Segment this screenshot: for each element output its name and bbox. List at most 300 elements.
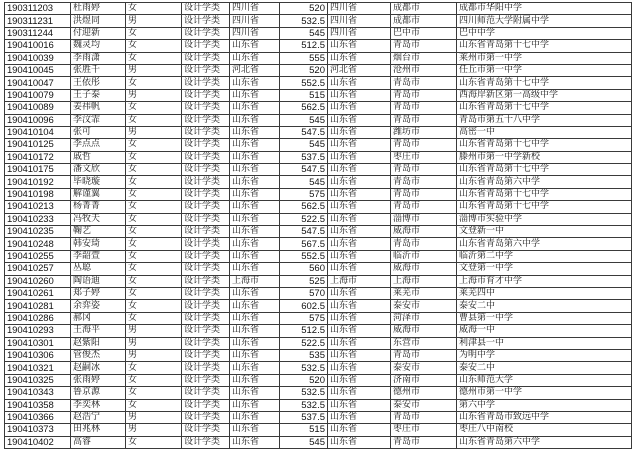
cell-high-school: 第六中学	[457, 399, 632, 411]
table-row	[5, 188, 632, 200]
cell-score: 575	[280, 312, 328, 324]
cell-student-id: 190410402	[5, 436, 71, 448]
cell-major-category: 设计学类	[182, 399, 230, 411]
cell-gender: 男	[126, 325, 182, 337]
cell-student-name: 潘文欣	[71, 164, 126, 176]
cell-exam-province: 山东省	[230, 188, 280, 200]
cell-student-id: 190410248	[5, 238, 71, 250]
cell-province: 四川省	[328, 15, 391, 27]
cell-gender: 女	[126, 300, 182, 312]
cell-exam-province: 山东省	[230, 387, 280, 399]
cell-student-name: 王子泰	[71, 89, 126, 101]
cell-high-school: 山东省青岛第十七中学	[457, 201, 632, 213]
cell-major-category: 设计学类	[182, 164, 230, 176]
cell-high-school: 巴中中学	[457, 27, 632, 39]
cell-student-id: 190410301	[5, 337, 71, 349]
cell-student-id: 190410192	[5, 176, 71, 188]
cell-exam-province: 四川省	[230, 15, 280, 27]
cell-high-school: 成都市华阳中学	[457, 3, 632, 15]
cell-student-id: 190410233	[5, 213, 71, 225]
cell-student-name: 李汶霏	[71, 114, 126, 126]
table-row	[5, 325, 632, 337]
cell-student-id: 190410089	[5, 102, 71, 114]
cell-city: 菏泽市	[391, 312, 457, 324]
cell-student-name: 鲁京源	[71, 387, 126, 399]
cell-major-category: 设计学类	[182, 312, 230, 324]
table-row	[5, 114, 632, 126]
cell-province: 山东省	[328, 374, 391, 386]
cell-gender: 女	[126, 374, 182, 386]
table-row	[5, 424, 632, 436]
cell-gender: 女	[126, 164, 182, 176]
cell-student-name: 杨菁菁	[71, 201, 126, 213]
cell-province: 山东省	[328, 300, 391, 312]
cell-student-name: 李韶萱	[71, 250, 126, 262]
cell-major-category: 设计学类	[182, 151, 230, 163]
cell-score: 547.5	[280, 226, 328, 238]
cell-exam-province: 山东省	[230, 77, 280, 89]
cell-student-id: 190410096	[5, 114, 71, 126]
cell-student-name: 余弈姿	[71, 300, 126, 312]
cell-student-id: 190410172	[5, 151, 71, 163]
cell-major-category: 设计学类	[182, 89, 230, 101]
cell-province: 四川省	[328, 27, 391, 39]
cell-province: 山东省	[328, 201, 391, 213]
cell-gender: 男	[126, 64, 182, 76]
cell-exam-province: 山东省	[230, 114, 280, 126]
cell-city: 青岛市	[391, 436, 457, 448]
cell-student-id: 190410198	[5, 188, 71, 200]
cell-score: 545	[280, 176, 328, 188]
cell-high-school: 上海市育才中学	[457, 275, 632, 287]
cell-city: 青岛市	[391, 89, 457, 101]
cell-student-id: 190410261	[5, 287, 71, 299]
cell-city: 德州市	[391, 387, 457, 399]
cell-exam-province: 山东省	[230, 213, 280, 225]
cell-gender: 女	[126, 151, 182, 163]
table-row	[5, 151, 632, 163]
cell-major-category: 设计学类	[182, 52, 230, 64]
cell-major-category: 设计学类	[182, 362, 230, 374]
table-row	[5, 40, 632, 52]
cell-student-name: 王依彤	[71, 77, 126, 89]
table-row	[5, 399, 632, 411]
cell-gender: 男	[126, 15, 182, 27]
cell-major-category: 设计学类	[182, 64, 230, 76]
cell-major-category: 设计学类	[182, 77, 230, 89]
cell-major-category: 设计学类	[182, 287, 230, 299]
cell-province: 四川省	[328, 3, 391, 15]
cell-student-name: 洪煜同	[71, 15, 126, 27]
cell-student-id: 190410325	[5, 374, 71, 386]
cell-province: 山东省	[328, 213, 391, 225]
cell-exam-province: 山东省	[230, 226, 280, 238]
cell-gender: 女	[126, 238, 182, 250]
cell-province: 山东省	[328, 349, 391, 361]
cell-exam-province: 山东省	[230, 300, 280, 312]
cell-student-name: 赵浩宁	[71, 411, 126, 423]
cell-gender: 男	[126, 424, 182, 436]
cell-score: 560	[280, 263, 328, 275]
cell-exam-province: 山东省	[230, 263, 280, 275]
cell-score: 512.5	[280, 325, 328, 337]
cell-exam-province: 山东省	[230, 40, 280, 52]
cell-student-id: 190410079	[5, 89, 71, 101]
cell-score: 522.5	[280, 213, 328, 225]
cell-high-school: 泰安二中	[457, 300, 632, 312]
cell-major-category: 设计学类	[182, 114, 230, 126]
table-body	[5, 3, 632, 449]
cell-city: 青岛市	[391, 114, 457, 126]
cell-city: 沧州市	[391, 64, 457, 76]
table-row	[5, 250, 632, 262]
cell-exam-province: 山东省	[230, 238, 280, 250]
cell-student-id: 190410358	[5, 399, 71, 411]
cell-student-name: 李雨潇	[71, 52, 126, 64]
cell-exam-province: 山东省	[230, 176, 280, 188]
cell-score: 552.5	[280, 250, 328, 262]
cell-province: 山东省	[328, 226, 391, 238]
cell-high-school: 曹县第一中学	[457, 312, 632, 324]
cell-high-school: 山东省青岛第六中学	[457, 436, 632, 448]
cell-province: 山东省	[328, 436, 391, 448]
cell-exam-province: 山东省	[230, 411, 280, 423]
cell-high-school: 莱州市第一中学	[457, 52, 632, 64]
table-row	[5, 337, 632, 349]
table-row	[5, 349, 632, 361]
cell-gender: 女	[126, 250, 182, 262]
table-row	[5, 3, 632, 15]
cell-major-category: 设计学类	[182, 176, 230, 188]
cell-high-school: 山东省青岛市致远中学	[457, 411, 632, 423]
cell-exam-province: 山东省	[230, 126, 280, 138]
cell-city: 青岛市	[391, 164, 457, 176]
cell-gender: 女	[126, 287, 182, 299]
cell-high-school: 山东省青岛第十七中学	[457, 164, 632, 176]
cell-major-category: 设计学类	[182, 188, 230, 200]
cell-exam-province: 上海市	[230, 275, 280, 287]
cell-score: 532.5	[280, 15, 328, 27]
cell-student-id: 190410047	[5, 77, 71, 89]
cell-major-category: 设计学类	[182, 424, 230, 436]
cell-gender: 女	[126, 399, 182, 411]
cell-exam-province: 山东省	[230, 436, 280, 448]
cell-major-category: 设计学类	[182, 139, 230, 151]
cell-major-category: 设计学类	[182, 201, 230, 213]
cell-student-name: 张雨婷	[71, 374, 126, 386]
cell-city: 莱芜市	[391, 287, 457, 299]
cell-city: 泰安市	[391, 399, 457, 411]
cell-gender: 男	[126, 126, 182, 138]
cell-province: 山东省	[328, 139, 391, 151]
cell-score: 575	[280, 188, 328, 200]
cell-exam-province: 山东省	[230, 287, 280, 299]
cell-major-category: 设计学类	[182, 40, 230, 52]
cell-city: 上海市	[391, 275, 457, 287]
cell-city: 青岛市	[391, 411, 457, 423]
cell-gender: 男	[126, 411, 182, 423]
table-row	[5, 176, 632, 188]
cell-province: 山东省	[328, 362, 391, 374]
cell-high-school: 山东省青岛第十七中学	[457, 188, 632, 200]
cell-student-name: 冯牧天	[71, 213, 126, 225]
cell-gender: 女	[126, 213, 182, 225]
cell-student-name: 戚哲	[71, 151, 126, 163]
table-row	[5, 387, 632, 399]
cell-gender: 女	[126, 362, 182, 374]
cell-score: 547.5	[280, 126, 328, 138]
cell-student-id: 190410260	[5, 275, 71, 287]
table-row	[5, 275, 632, 287]
cell-city: 青岛市	[391, 349, 457, 361]
cell-city: 成都市	[391, 3, 457, 15]
cell-gender: 男	[126, 349, 182, 361]
cell-student-id: 190410104	[5, 126, 71, 138]
cell-city: 青岛市	[391, 102, 457, 114]
cell-score: 555	[280, 52, 328, 64]
cell-city: 青岛市	[391, 77, 457, 89]
cell-score: 535	[280, 349, 328, 361]
cell-city: 济南市	[391, 374, 457, 386]
cell-exam-province: 山东省	[230, 424, 280, 436]
cell-major-category: 设计学类	[182, 3, 230, 15]
cell-province: 山东省	[328, 52, 391, 64]
cell-exam-province: 山东省	[230, 399, 280, 411]
cell-high-school: 文登第一中学	[457, 263, 632, 275]
cell-high-school: 滕州市第一中学新校	[457, 151, 632, 163]
cell-score: 562.5	[280, 201, 328, 213]
cell-gender: 女	[126, 275, 182, 287]
cell-gender: 女	[126, 436, 182, 448]
cell-province: 山东省	[328, 151, 391, 163]
cell-score: 567.5	[280, 238, 328, 250]
cell-student-name: 郑子婷	[71, 287, 126, 299]
cell-city: 临沂市	[391, 250, 457, 262]
cell-student-name: 管俊杰	[71, 349, 126, 361]
cell-student-name: 陶语迪	[71, 275, 126, 287]
cell-gender: 女	[126, 52, 182, 64]
cell-student-id: 190410039	[5, 52, 71, 64]
cell-exam-province: 山东省	[230, 89, 280, 101]
cell-student-id: 190410366	[5, 411, 71, 423]
cell-student-name: 姜祎帆	[71, 102, 126, 114]
cell-student-id: 190410293	[5, 325, 71, 337]
cell-exam-province: 山东省	[230, 151, 280, 163]
cell-student-name: 高睿	[71, 436, 126, 448]
cell-high-school: 利津县一中	[457, 337, 632, 349]
cell-major-category: 设计学类	[182, 263, 230, 275]
cell-high-school: 青岛市第五十八中学	[457, 114, 632, 126]
cell-high-school: 山东省青岛第十七中学	[457, 77, 632, 89]
table-row	[5, 300, 632, 312]
cell-gender: 女	[126, 176, 182, 188]
cell-gender: 女	[126, 27, 182, 39]
cell-student-id: 190311203	[5, 3, 71, 15]
cell-province: 山东省	[328, 424, 391, 436]
cell-gender: 女	[126, 387, 182, 399]
cell-high-school: 高密一中	[457, 126, 632, 138]
cell-score: 537.5	[280, 151, 328, 163]
cell-province: 山东省	[328, 176, 391, 188]
cell-province: 山东省	[328, 164, 391, 176]
cell-student-name: 田兆林	[71, 424, 126, 436]
cell-high-school: 山东省青岛第六中学	[457, 238, 632, 250]
cell-high-school: 文登新一中	[457, 226, 632, 238]
cell-high-school: 枣庄八中南校	[457, 424, 632, 436]
cell-high-school: 山东省青岛第六中学	[457, 176, 632, 188]
cell-student-id: 190410045	[5, 64, 71, 76]
cell-major-category: 设计学类	[182, 213, 230, 225]
cell-city: 青岛市	[391, 201, 457, 213]
cell-city: 东营市	[391, 337, 457, 349]
cell-province: 山东省	[328, 287, 391, 299]
cell-student-name: 魏灵均	[71, 40, 126, 52]
cell-city: 青岛市	[391, 238, 457, 250]
cell-score: 602.5	[280, 300, 328, 312]
cell-gender: 女	[126, 77, 182, 89]
cell-city: 泰安市	[391, 300, 457, 312]
cell-province: 山东省	[328, 40, 391, 52]
cell-exam-province: 山东省	[230, 201, 280, 213]
cell-student-id: 190410016	[5, 40, 71, 52]
cell-province: 山东省	[328, 250, 391, 262]
cell-major-category: 设计学类	[182, 436, 230, 448]
cell-province: 山东省	[328, 411, 391, 423]
cell-high-school: 泰安二中	[457, 362, 632, 374]
cell-score: 562.5	[280, 102, 328, 114]
cell-major-category: 设计学类	[182, 226, 230, 238]
cell-city: 威海市	[391, 226, 457, 238]
cell-province: 河北省	[328, 64, 391, 76]
cell-gender: 女	[126, 312, 182, 324]
cell-student-name: 解谨翼	[71, 188, 126, 200]
cell-student-name: 韩安琦	[71, 238, 126, 250]
cell-province: 山东省	[328, 325, 391, 337]
cell-student-name: 李奕林	[71, 399, 126, 411]
cell-high-school: 四川师范大学附属中学	[457, 15, 632, 27]
cell-high-school: 临沂第二中学	[457, 250, 632, 262]
cell-student-id: 190410235	[5, 226, 71, 238]
cell-gender: 女	[126, 201, 182, 213]
cell-student-name: 赵嗣冰	[71, 362, 126, 374]
table-row	[5, 52, 632, 64]
cell-student-id: 190410281	[5, 300, 71, 312]
cell-gender: 男	[126, 337, 182, 349]
cell-province: 山东省	[328, 114, 391, 126]
cell-student-name: 王海平	[71, 325, 126, 337]
table-row	[5, 238, 632, 250]
table-row	[5, 374, 632, 386]
cell-student-name: 丛聪	[71, 263, 126, 275]
cell-major-category: 设计学类	[182, 250, 230, 262]
cell-student-name: 张胜千	[71, 64, 126, 76]
cell-province: 山东省	[328, 263, 391, 275]
cell-student-id: 190410286	[5, 312, 71, 324]
cell-score: 545	[280, 27, 328, 39]
cell-city: 枣庄市	[391, 151, 457, 163]
cell-score: 545	[280, 114, 328, 126]
cell-exam-province: 山东省	[230, 325, 280, 337]
cell-high-school: 山东师范大学	[457, 374, 632, 386]
cell-province: 山东省	[328, 188, 391, 200]
cell-exam-province: 山东省	[230, 362, 280, 374]
cell-score: 547.5	[280, 164, 328, 176]
cell-student-name: 赵紫阳	[71, 337, 126, 349]
cell-student-id: 190410255	[5, 250, 71, 262]
table-row	[5, 126, 632, 138]
admission-table	[4, 2, 632, 449]
cell-major-category: 设计学类	[182, 337, 230, 349]
cell-high-school: 西海岸新区第一高级中学	[457, 89, 632, 101]
cell-city: 枣庄市	[391, 424, 457, 436]
cell-major-category: 设计学类	[182, 325, 230, 337]
table-row	[5, 362, 632, 374]
cell-high-school: 山东省青岛第十七中学	[457, 40, 632, 52]
cell-score: 522.5	[280, 337, 328, 349]
cell-major-category: 设计学类	[182, 387, 230, 399]
cell-gender: 女	[126, 102, 182, 114]
cell-city: 成都市	[391, 15, 457, 27]
cell-exam-province: 山东省	[230, 164, 280, 176]
cell-city: 烟台市	[391, 52, 457, 64]
cell-exam-province: 山东省	[230, 139, 280, 151]
cell-high-school: 山东省青岛第十七中学	[457, 139, 632, 151]
cell-exam-province: 河北省	[230, 64, 280, 76]
cell-major-category: 设计学类	[182, 15, 230, 27]
cell-major-category: 设计学类	[182, 349, 230, 361]
cell-student-id: 190410257	[5, 263, 71, 275]
cell-score: 532.5	[280, 399, 328, 411]
cell-high-school: 为明中学	[457, 349, 632, 361]
cell-province: 山东省	[328, 337, 391, 349]
cell-student-id: 190311231	[5, 15, 71, 27]
cell-major-category: 设计学类	[182, 102, 230, 114]
cell-province: 山东省	[328, 387, 391, 399]
cell-city: 威海市	[391, 263, 457, 275]
cell-major-category: 设计学类	[182, 126, 230, 138]
cell-student-name: 鞠艺	[71, 226, 126, 238]
cell-exam-province: 山东省	[230, 52, 280, 64]
cell-student-id: 190410306	[5, 349, 71, 361]
cell-major-category: 设计学类	[182, 411, 230, 423]
table-row	[5, 89, 632, 101]
cell-gender: 女	[126, 263, 182, 275]
cell-major-category: 设计学类	[182, 374, 230, 386]
table-row	[5, 102, 632, 114]
cell-province: 山东省	[328, 126, 391, 138]
cell-score: 545	[280, 139, 328, 151]
cell-exam-province: 山东省	[230, 102, 280, 114]
cell-gender: 女	[126, 188, 182, 200]
cell-score: 515	[280, 424, 328, 436]
cell-gender: 女	[126, 40, 182, 52]
cell-major-category: 设计学类	[182, 275, 230, 287]
cell-student-name: 付迎新	[71, 27, 126, 39]
cell-major-category: 设计学类	[182, 238, 230, 250]
cell-city: 青岛市	[391, 139, 457, 151]
cell-province: 山东省	[328, 399, 391, 411]
cell-score: 525	[280, 275, 328, 287]
cell-score: 570	[280, 287, 328, 299]
table-row	[5, 312, 632, 324]
cell-province: 山东省	[328, 238, 391, 250]
cell-score: 515	[280, 89, 328, 101]
cell-gender: 女	[126, 114, 182, 126]
cell-student-id: 190311244	[5, 27, 71, 39]
cell-score: 520	[280, 374, 328, 386]
spreadsheet	[4, 2, 631, 449]
cell-high-school: 山东省青岛第十七中学	[457, 102, 632, 114]
